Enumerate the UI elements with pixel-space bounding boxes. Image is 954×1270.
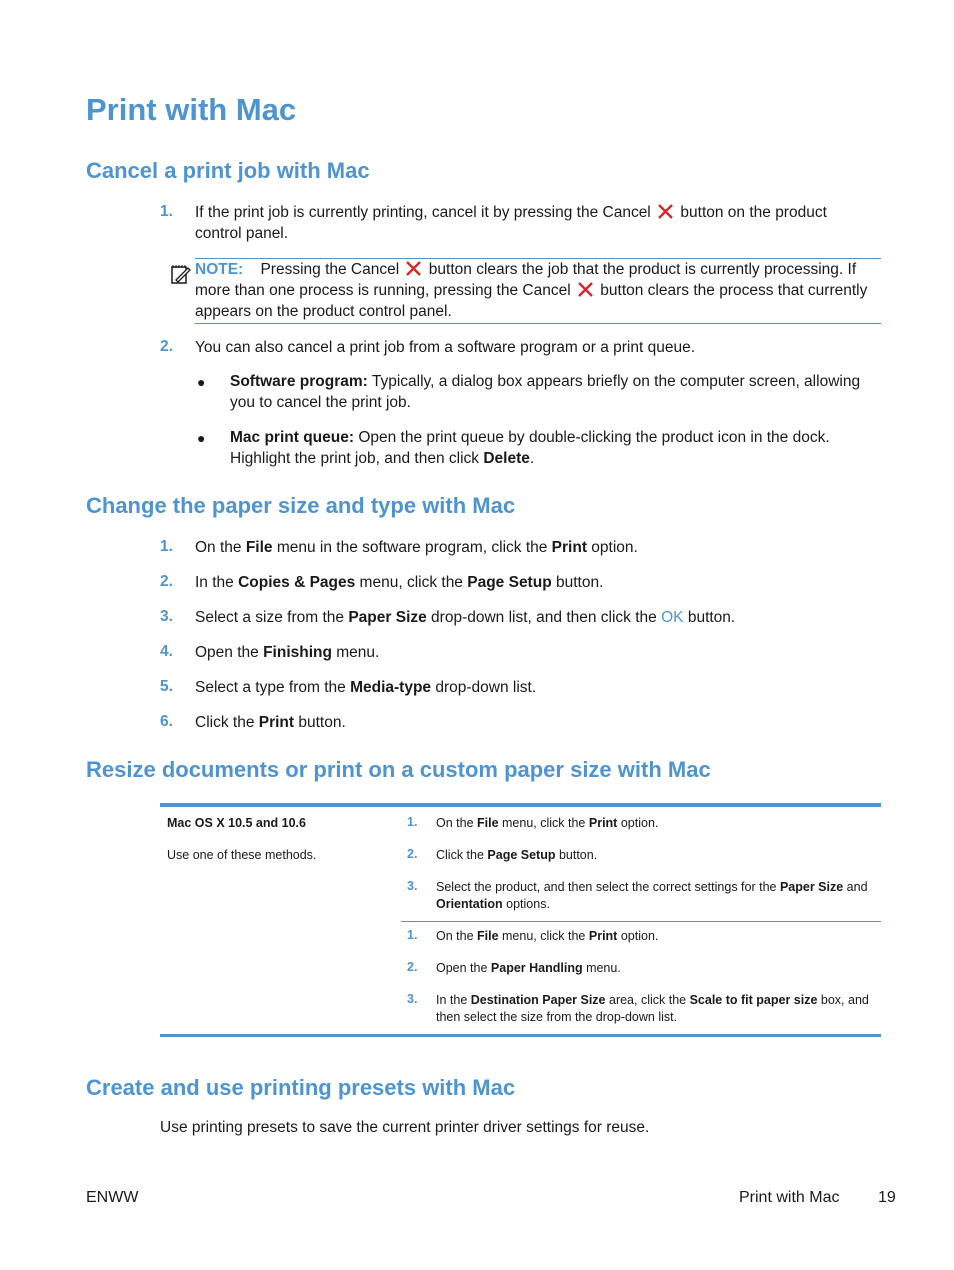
step-text: Select a size from the Paper Size drop-down list, and then click the OK button. xyxy=(195,609,736,626)
page-title: Print with Mac xyxy=(86,92,297,127)
step-text: You can also cancel a print job from a software program or a print queue. xyxy=(195,339,696,356)
step-number: 3. xyxy=(407,879,418,893)
note-icon xyxy=(170,262,192,286)
presets-text: Use printing presets to save the current printer driver settings for reuse. xyxy=(160,1119,650,1136)
page-number: 19 xyxy=(878,1189,896,1206)
heading-resize: Resize documents or print on a custom paper size with Mac xyxy=(86,757,711,782)
note-label: NOTE: xyxy=(195,261,244,278)
step-number: 4. xyxy=(160,643,173,660)
cancel-x-icon xyxy=(405,261,422,276)
os-label: Mac OS X 10.5 and 10.6 xyxy=(167,816,306,830)
step-number: 2. xyxy=(160,573,173,590)
table-top-rule xyxy=(160,803,881,807)
step-number: 2. xyxy=(160,338,173,355)
footer-section: Print with Mac xyxy=(739,1189,840,1206)
step-text: Open the Finishing menu. xyxy=(195,644,380,661)
step-number: 5. xyxy=(160,678,173,695)
methods-text: Use one of these methods. xyxy=(167,848,317,862)
step-text: On the File menu, click the Print option. xyxy=(436,929,659,943)
cancel-x-icon xyxy=(577,282,594,297)
step-text: Click the Print button. xyxy=(195,714,346,731)
heading-paper: Change the paper size and type with Mac xyxy=(86,493,516,518)
step-number: 1. xyxy=(160,203,173,220)
step-text: In the Destination Paper Size area, click the Scale to fit paper size box, and then select the size from the drop-down list. xyxy=(436,993,869,1024)
step-number: 6. xyxy=(160,713,173,730)
step-number: 3. xyxy=(160,608,173,625)
step-text: Select the product, and then select the correct settings for the Paper Size and Orientation options. xyxy=(436,880,868,911)
bullet-dot: ● xyxy=(197,374,206,390)
step-text: Click the Page Setup button. xyxy=(436,848,598,862)
bullet-dot: ● xyxy=(197,430,206,446)
step-text: On the File menu in the software program, click the Print option. xyxy=(195,539,638,556)
step-number: 1. xyxy=(407,928,418,942)
step-text: In the Copies & Pages menu, click the Page Setup button. xyxy=(195,574,604,591)
cancel-x-icon xyxy=(657,204,674,219)
table-bottom-rule xyxy=(160,1034,881,1037)
step-text: On the File menu, click the Print option. xyxy=(436,816,659,830)
step-text: If the print job is currently printing, cancel it by pressing the Cancel button on the product control panel. xyxy=(195,204,827,242)
step-number: 1. xyxy=(407,815,418,829)
note-text: NOTE: Pressing the Cancel button clears the job that the product is currently processing. If more than one process is running, pressing the Cancel button clears the process that currently appears on the product control panel. xyxy=(195,261,868,320)
step-text: Open the Paper Handling menu. xyxy=(436,961,621,975)
heading-presets: Create and use printing presets with Mac xyxy=(86,1075,516,1100)
step-number: 1. xyxy=(160,538,173,555)
footer-left: ENWW xyxy=(86,1189,139,1206)
bullet-text: Mac print queue: Open the print queue by double-clicking the product icon in the dock. Highlight the print job, and then click Delete. xyxy=(230,429,830,467)
bullet-text: Software program: Typically, a dialog box appears briefly on the computer screen, allowing you to cancel the print job. xyxy=(230,373,861,411)
step-number: 3. xyxy=(407,992,418,1006)
step-number: 2. xyxy=(407,847,418,861)
step-text: Select a type from the Media-type drop-down list. xyxy=(195,679,537,696)
step-number: 2. xyxy=(407,960,418,974)
heading-cancel: Cancel a print job with Mac xyxy=(86,158,370,183)
table-divider xyxy=(401,921,881,922)
